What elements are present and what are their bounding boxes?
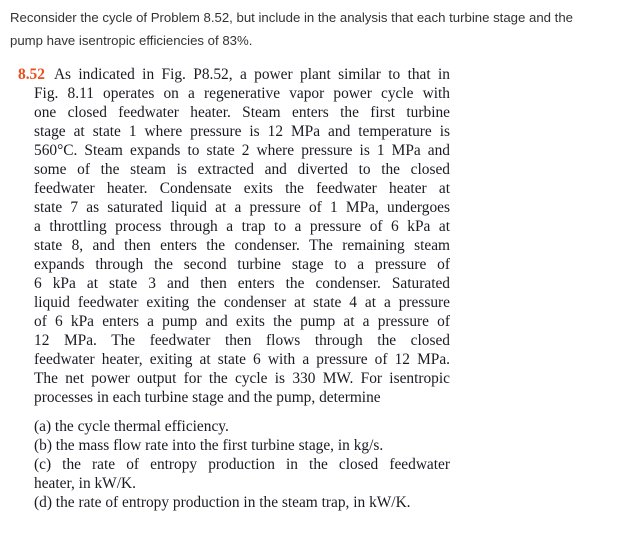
problem-statement [18, 65, 450, 512]
problem-line: of 6 kPa enters a pump and exits the pump at a pressure of [34, 313, 450, 330]
problem-line: The net power output for the cycle is 330 MW. For isentropic [34, 370, 450, 387]
problem-line: 12 MPa. The feedwater then flows through the closed [34, 332, 450, 349]
problem-line: feedwater heater, exiting at state 6 with a pressure of 12 MPa. [34, 351, 450, 368]
problem-line: liquid feedwater exiting the condenser at state 4 at a pressure [34, 294, 450, 311]
problem-line: a throttling process through a trap to a pressure of 6 kPa at [34, 218, 450, 235]
problem-line: feedwater heater. Condensate exits the feedwater heater at [34, 180, 450, 197]
problem-line: state 8, and then enters the condenser. The remaining steam [34, 237, 450, 254]
problem-line: one closed feedwater heater. Steam enters the first turbine [34, 104, 450, 121]
part-b: (b) the mass flow rate into the first turbine stage, in kg/s. [34, 437, 384, 454]
problem-line: some of the steam is extracted and diverted to the closed [34, 161, 450, 178]
problem-line-text: As indicated in Fig. P8.52, a power plant similar to that in [53, 66, 450, 83]
problem-number: 8.52 [18, 66, 45, 83]
part-d: (d) the rate of entropy production in the steam trap, in kW/K. [34, 494, 411, 511]
problem-line: Fig. 8.11 operates on a regenerative vapor power cycle with [34, 85, 450, 102]
part-c-cont: heater, in kW/K. [34, 475, 136, 492]
part-c: (c) the rate of entropy production in the closed feedwater [34, 456, 450, 473]
problem-line [18, 65, 450, 84]
problem-line: processes in each turbine stage and the pump, determine [34, 389, 381, 406]
problem-line: state 7 as saturated liquid at a pressure of 1 MPa, undergoes [34, 199, 450, 216]
intro-line: pump have isentropic efficiencies of 83%. [10, 33, 253, 48]
intro-text [10, 6, 620, 52]
problem-line: 560°C. Steam expands to state 2 where pressure is 1 MPa and [34, 142, 450, 159]
intro-line: Reconsider the cycle of Problem 8.52, but include in the analysis that each turbine stage and the [10, 10, 574, 25]
part-a: (a) the cycle thermal efficiency. [34, 418, 229, 435]
problem-line: 6 kPa at state 3 and then enters the condenser. Saturated [34, 275, 450, 292]
problem-parts [18, 417, 450, 512]
problem-line: stage at state 1 where pressure is 12 MPa and temperature is [34, 123, 450, 140]
problem-line: expands through the second turbine stage to a pressure of [34, 256, 450, 273]
